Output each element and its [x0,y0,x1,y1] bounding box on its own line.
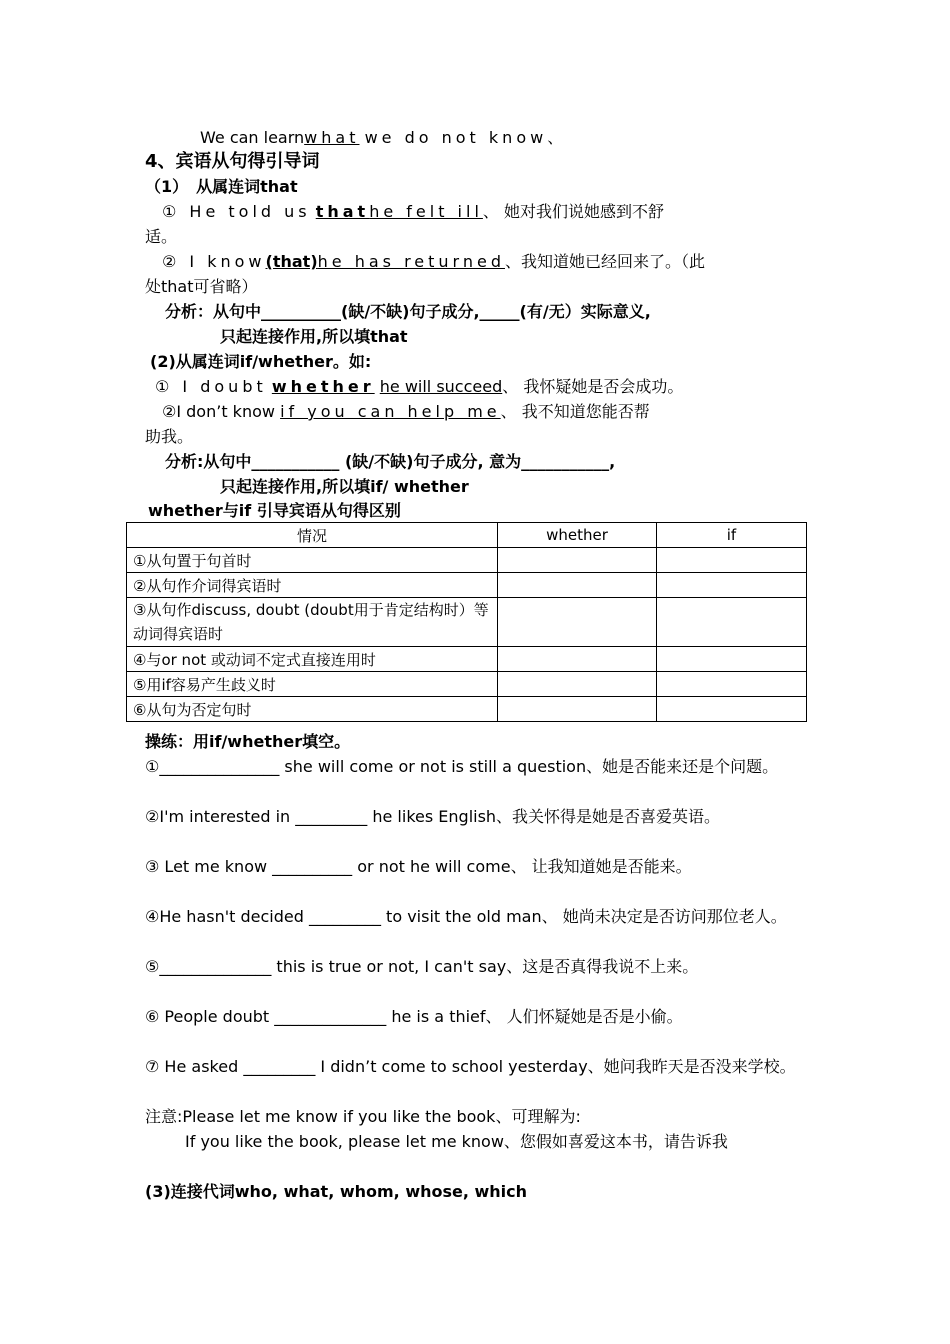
table-cell-situation: ⑥从句为否定句时 [127,697,498,722]
practice-q6[interactable]: ⑥ People doubt ______________ he is a thief、 人们怀疑她是否是小偷。 [145,1007,683,1026]
table-cell-if[interactable] [657,697,807,722]
table-title: whether与if 引导宾语从句得区别 [148,501,401,520]
table-cell-situation: ②从句作介词得宾语时 [127,573,498,598]
intro-text-a: We can learn [200,128,305,147]
table-row [127,697,807,722]
practice-q4[interactable]: ④He hasn't decided _________ to visit the old man、 她尚未决定是否访问那位老人。 [145,907,787,926]
practice-heading: 操练：用if/whether填空。 [145,732,351,751]
table-cell-if[interactable] [657,548,807,573]
analysis-if-2: 只起连接作用,所以填if/ whether [220,477,469,496]
underline-if: if you can help me [280,402,501,421]
analysis-that-2: 只起连接作用,所以填that [220,327,408,346]
table-header-whether: whether [498,523,657,548]
table-cell-situation: ③从句作discuss, doubt (doubt用于肯定结构时）等动词得宾语时 [127,598,498,647]
intro-text-c: we do not know、 [364,128,568,147]
intro-sentence [200,125,865,150]
table-cell-whether[interactable] [498,573,657,598]
table-row [127,548,807,573]
example-if-2-cont: 助我。 [145,427,194,446]
table-header-if: if [657,523,807,548]
table-cell-whether[interactable] [498,672,657,697]
subsection-heading-pronouns: (3)连接代词who, what, whom, whose, which [145,1182,528,1201]
table-row [127,573,807,598]
table-cell-whether[interactable] [498,548,657,573]
table-header-situation: 情况 [127,523,498,548]
table-cell-if[interactable] [657,573,807,598]
table-cell-if[interactable] [657,598,807,647]
table-cell-situation: ⑤用if容易产生歧义时 [127,672,498,697]
table-cell-whether[interactable] [498,697,657,722]
table-row [127,672,807,697]
practice-q2[interactable]: ②I'm interested in _________ he likes English、我关怀得是她是否喜爱英语。 [145,807,721,826]
table-cell-whether[interactable] [498,647,657,672]
note-line-1: 注意:Please let me know if you like the book、可理解为: [145,1107,581,1126]
example-that-1: ① He told us thathe felt ill、 她对我们说她感到不舒 [162,202,664,221]
underline-whether: whether [271,377,375,396]
practice-q5[interactable]: ⑤______________ this is true or not, I can't say、这是否真得我说不上来。 [145,957,699,976]
table-cell-if[interactable] [657,647,807,672]
whether-if-table [126,522,807,722]
subsection-heading-ifwhether: (2)从属连词if/whether。如: [150,352,372,371]
example-that-1-cont: 适。 [145,227,178,246]
example-if-2: ②I don’t know if you can help me、 我不知道您能否帮 [162,402,650,421]
subsection-heading-that: （1） 从属连词that [145,177,298,196]
example-whether-1: ① I doubt whether he will succeed、 我怀疑她是否会成功。 [155,377,684,396]
table-cell-if[interactable] [657,672,807,697]
analysis-if-1: 分析:从句中___________ (缺/不缺)句子成分, 意为___________, [165,452,616,471]
table-header-row [127,523,807,548]
practice-q1[interactable]: ①_______________ she will come or not is still a question、她是否能来还是个问题。 [145,757,779,776]
practice-q7[interactable]: ⑦ He asked _________ I didn’t come to school yesterday、她问我昨天是否没来学校。 [145,1057,796,1076]
underline-that: that [315,202,370,221]
table-row [127,647,807,672]
section-title: 4、宾语从句得引导词 [145,151,320,172]
table-row [127,598,807,647]
practice-q3[interactable]: ③ Let me know __________ or not he will come、 让我知道她是否能来。 [145,857,692,876]
table-cell-whether[interactable] [498,598,657,647]
table-cell-situation: ④与or not 或动词不定式直接连用时 [127,647,498,672]
table-cell-situation: ①从句置于句首时 [127,548,498,573]
intro-underline: what [304,128,360,147]
example-that-2-cont: 处that可省略） [145,277,258,296]
underline-that-optional: (that) [265,252,318,271]
analysis-that-1: 分析：从句中__________(缺/不缺)句子成分,_____(有/无）实际意义, [165,302,651,321]
example-that-2: ② I know(that)he has returned、我知道她已经回来了。（此 [162,252,705,271]
note-line-2: If you like the book, please let me know、您假如喜爱这本书，请告诉我 [185,1132,728,1151]
